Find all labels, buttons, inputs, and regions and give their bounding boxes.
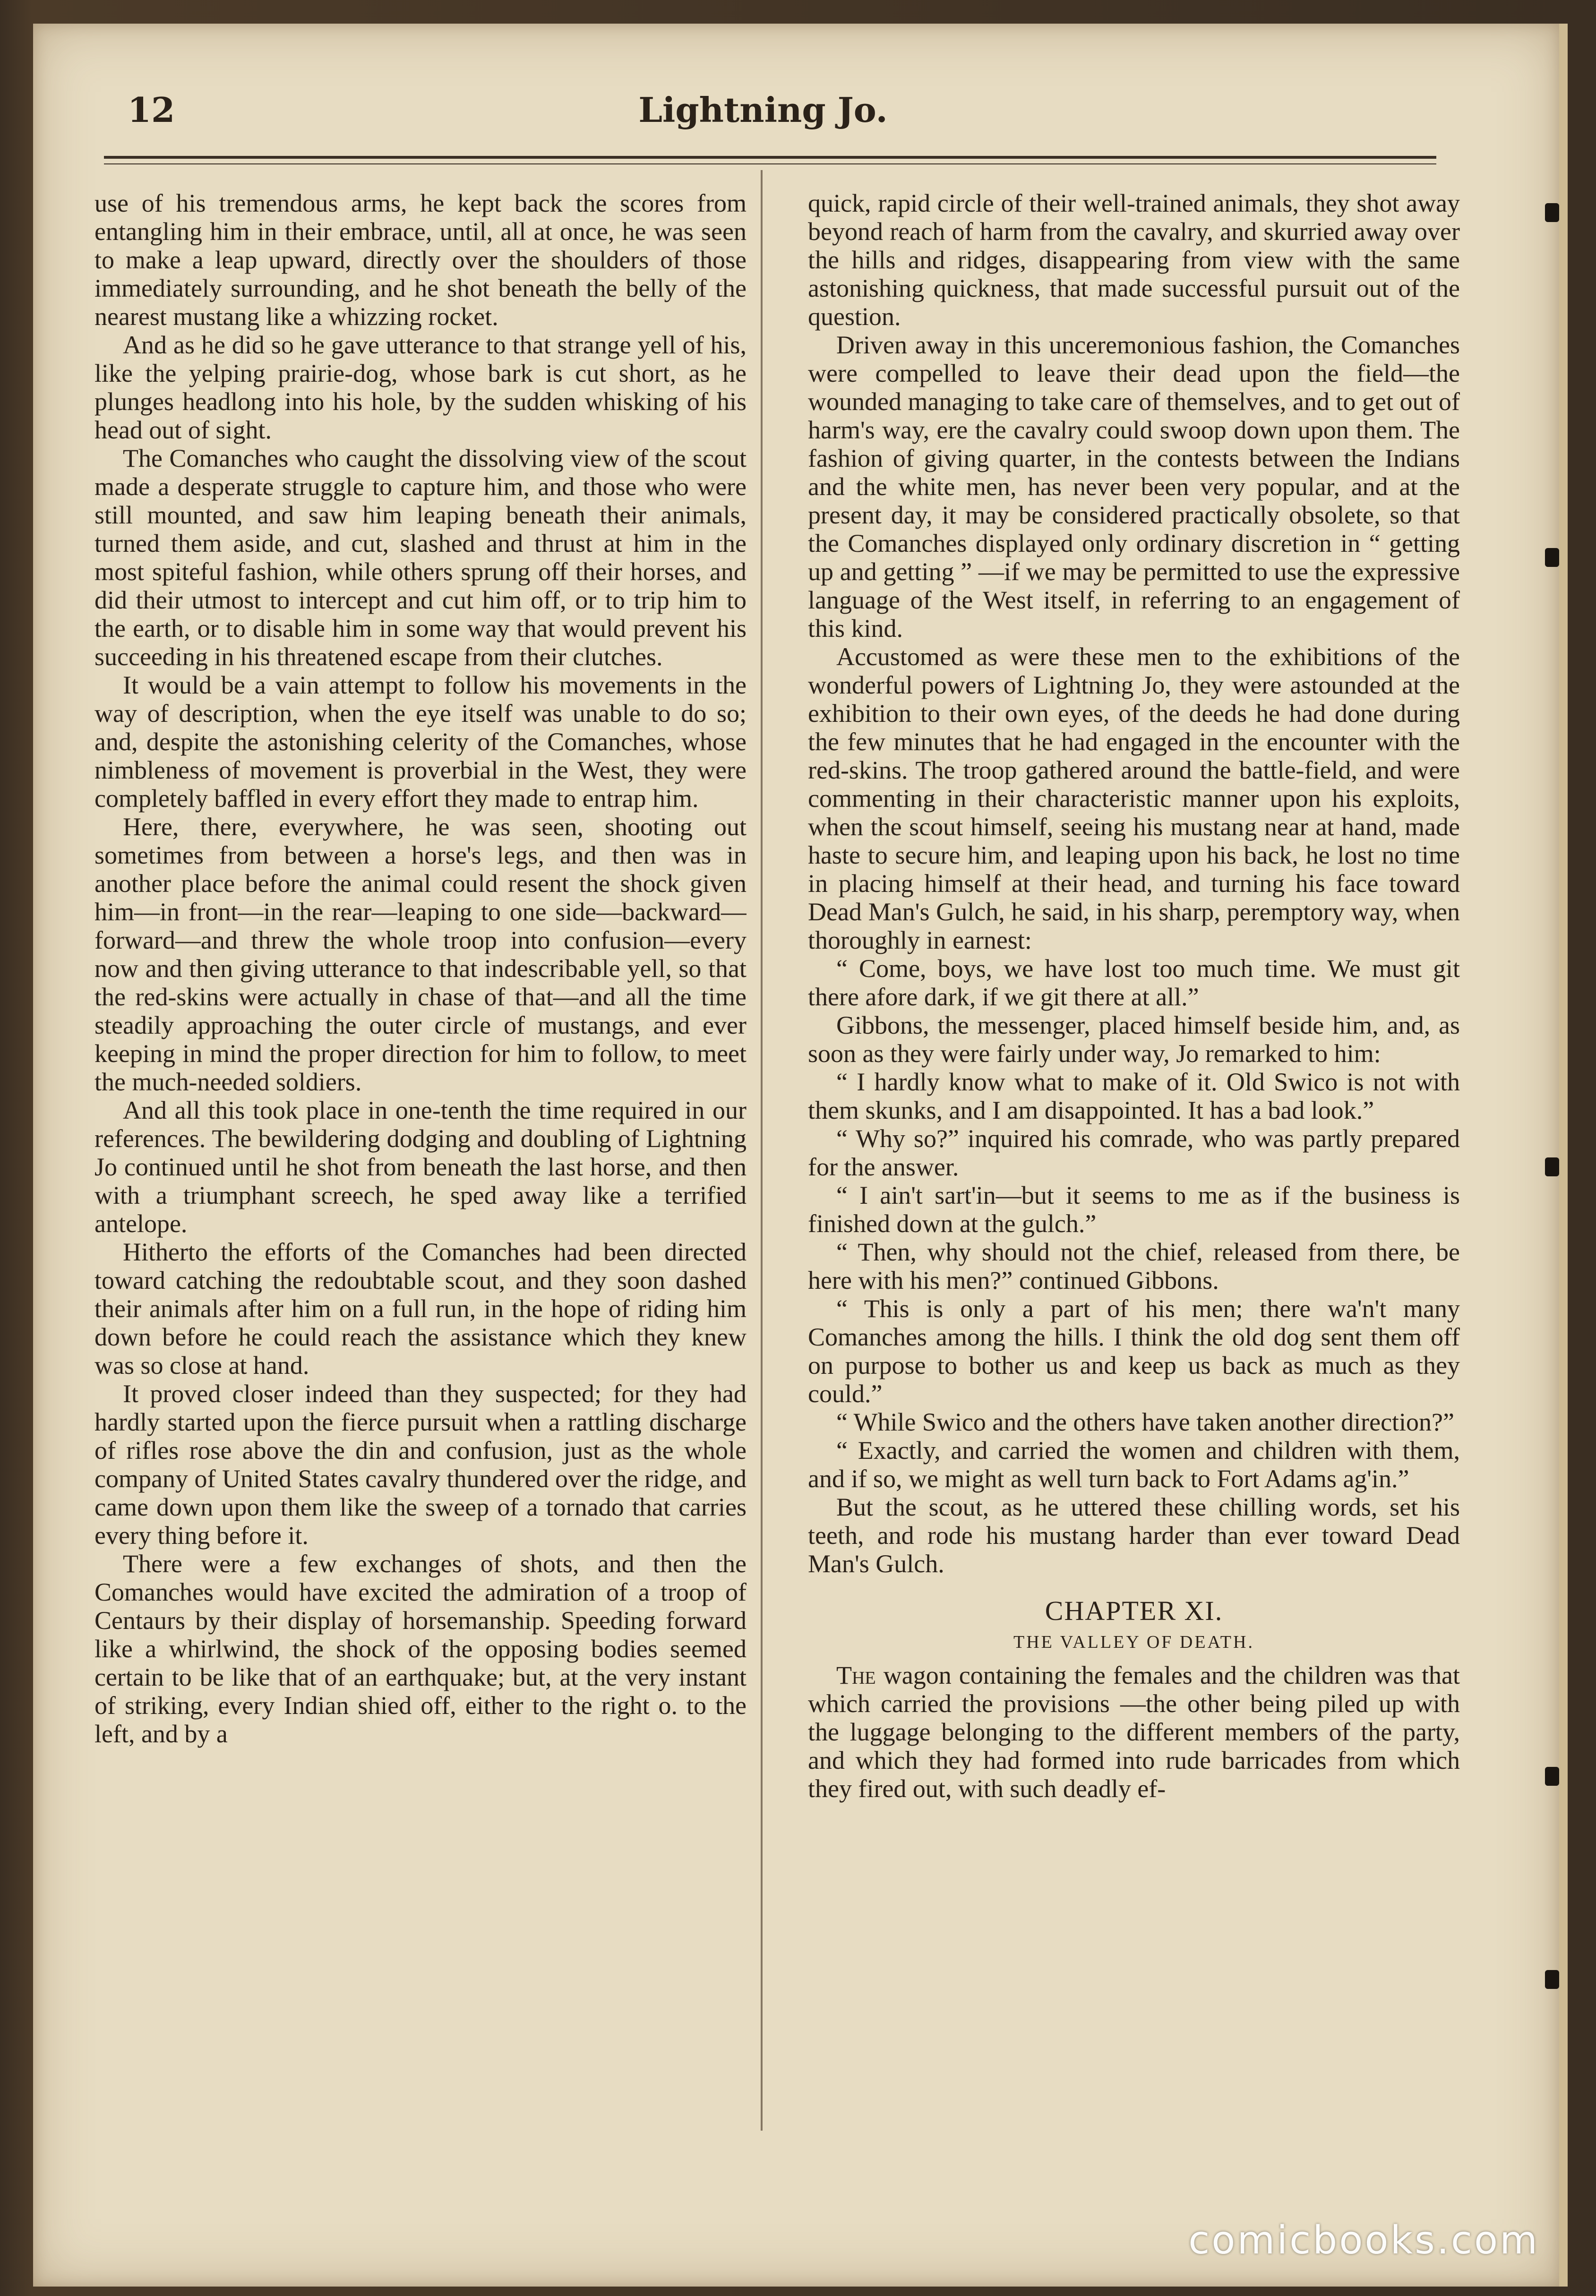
- right-column-paragraphs: [808, 189, 1460, 1578]
- paragraph: It would be a vain attempt to follow his movements in the way of description, when the eye itself was unable to do so; and, despite the astonishing celerity of the Comanches, whose nimbleness of movement is proverbial in the West, they were completely baffled in every effort they made to entrap him.: [94, 671, 747, 813]
- binding-mark: [1545, 548, 1559, 567]
- right-column: [808, 189, 1460, 2150]
- paragraph: “ This is only a part of his men; there wa'n't many Comanches among the hills. I think the old dog sent them off on purpose to bother us and keep us back as much as they could.”: [808, 1294, 1460, 1408]
- paragraph: “ I hardly know what to make of it. Old Swico is not with them skunks, and I am disappointed. It has a bad look.”: [808, 1068, 1460, 1124]
- chapter-heading: CHAPTER XI.: [1045, 1595, 1223, 1626]
- chapter-subheading: THE VALLEY OF DEATH.: [1013, 1632, 1254, 1652]
- paragraph: And all this took place in one-tenth the time required in our references. The bewildering dodging and doubling of Lightning Jo continued until he shot from beneath the last horse, and then with a triumphant screech, he sped away like a terrified antelope.: [94, 1096, 747, 1238]
- paragraph: use of his tremendous arms, he kept back the scores from entangling him in their embrace, until, all at once, he was seen to make a leap upward, directly over the shoulders of those immediately surrounding, and he shot beneath the belly of the nearest mustang like a whizzing rocket.: [94, 189, 747, 331]
- paragraph: Here, there, everywhere, he was seen, shooting out sometimes from between a horse's legs, and then was in another place before the animal could resent the shock given him—in front—in the rear—leaping to one side—backward—forward—and threw the whole troop into confusion—every now and then giving utterance to that indescribable yell, so that the red-skins were actually in chase of that—and all the time steadily approaching the outer circle of mustangs, and ever keeping in mind the proper direction for him to follow, to meet the much-needed soldiers.: [94, 813, 747, 1096]
- paragraph: “ While Swico and the others have taken another direction?”: [836, 1408, 1454, 1436]
- left-column: [94, 189, 747, 2150]
- paragraph: “ Why so?” inquired his comrade, who was partly prepared for the answer.: [808, 1124, 1460, 1181]
- page-header: [99, 90, 1427, 146]
- chapter-opening-text: wagon containing the females and the children was that which carried the provisions —the other being piled up with the luggage belonging to the different members of the party, and which they had formed into rude barricades from which they fired out, with such deadly ef-: [808, 1661, 1460, 1803]
- paragraph: “ Exactly, and carried the women and children with them, and if so, we might as well turn back to Fort Adams ag'in.”: [808, 1436, 1460, 1493]
- paragraph: Driven away in this unceremonious fashion, the Comanches were compelled to leave their dead upon the field—the wounded managing to take care of themselves, and to get out of harm's way, ere the cavalry could swoop down upon them. The fashion of giving quarter, in the contests between the Indians and the white men, has never been very popular, and at the present day, it may be considered practically obsolete, so that the Comanches displayed only ordinary discretion in “ getting up and getting ” —if we may be permitted to use the expressive language of the West itself, in referring to an engagement of this kind.: [808, 331, 1460, 643]
- paragraph: “ Then, why should not the chief, released from there, be here with his men?” continued Gibbons.: [808, 1238, 1460, 1294]
- paragraph: “ I ain't sart'in—but it seems to me as if the business is finished down at the gulch.”: [808, 1181, 1460, 1238]
- chapter-opening-paragraph: [808, 1661, 1460, 1803]
- running-title: Lightning Jo.: [638, 90, 888, 130]
- binding-mark: [1545, 1970, 1559, 1989]
- paragraph: But the scout, as he uttered these chilling words, set his teeth, and rode his mustang harder than ever toward Dead Man's Gulch.: [808, 1493, 1460, 1578]
- paragraph: “ Come, boys, we have lost too much time. We must git there afore dark, if we git there at all.”: [808, 954, 1460, 1011]
- paragraph: quick, rapid circle of their well-trained animals, they shot away beyond reach of harm from the cavalry, and skurried away over the hills and ridges, disappearing from view with the same astonishing quickness, that made successful pursuit out of the question.: [808, 189, 1460, 331]
- paragraph: The Comanches who caught the dissolving view of the scout made a desperate struggle to capture him, and those who were still mounted, and saw him leaping beneath their animals, turned them aside, and cut, slashed and thrust at him in the most spiteful fashion, while others sprung off their horses, and did their utmost to intercept and cut him off, or to trip him to the earth, or to disable him in some way that would prevent his succeeding in his threatened escape from their clutches.: [94, 444, 747, 671]
- paragraph: There were a few exchanges of shots, and then the Comanches would have excited the admiration of a troop of Centaurs by their display of horsemanship. Speeding forward like a whirlwind, the shock of the opposing bodies seemed certain to be like that of an earthquake; but, at the very instant of striking, every Indian shied off, either to the right o. to the left, and by a: [94, 1550, 747, 1748]
- page-number: 12: [128, 90, 175, 130]
- chapter-first-word: The: [836, 1661, 876, 1689]
- column-divider: [761, 170, 763, 2131]
- binding-mark: [1545, 203, 1559, 222]
- header-rule: [104, 156, 1436, 164]
- paragraph: Gibbons, the messenger, placed himself beside him, and, as soon as they were fairly under way, Jo remarked to him:: [808, 1011, 1460, 1068]
- paragraph: Hitherto the efforts of the Comanches had been directed toward catching the redoubtable scout, and they soon dashed their animals after him on a full run, in the hope of riding him down before he could reach the assistance which they knew was so close at hand.: [94, 1238, 747, 1379]
- paragraph: And as he did so he gave utterance to that strange yell of his, like the yelping prairie-dog, whose bark is cut short, as he plunges headlong into his hole, by the sudden whisking of his head out of sight.: [94, 331, 747, 444]
- paragraph: It proved closer indeed than they suspected; for they had hardly started upon the fierce pursuit when a rattling discharge of rifles rose above the din and confusion, just as the whole company of United States cavalry thundered over the ridge, and came down upon them like the sweep of a tornado that carries every thing before it.: [94, 1379, 747, 1550]
- binding-mark: [1545, 1157, 1559, 1176]
- paragraph: Accustomed as were these men to the exhibitions of the wonderful powers of Lightning Jo, they were astounded at the exhibition to their own eyes, of the deeds he had done during the few minutes that he had engaged in the encounter with the red-skins. The troop gathered around the battle-field, and were commenting in their characteristic manner upon his exploits, when the scout himself, seeing his mustang near at hand, made haste to secure him, and leaping upon his back, he lost no time in placing himself at their head, and turning his face toward Dead Man's Gulch, he said, in his sharp, peremptory way, when thoroughly in earnest:: [808, 643, 1460, 954]
- watermark: comicbooks.com: [1188, 2218, 1539, 2263]
- binding-mark: [1545, 1767, 1559, 1786]
